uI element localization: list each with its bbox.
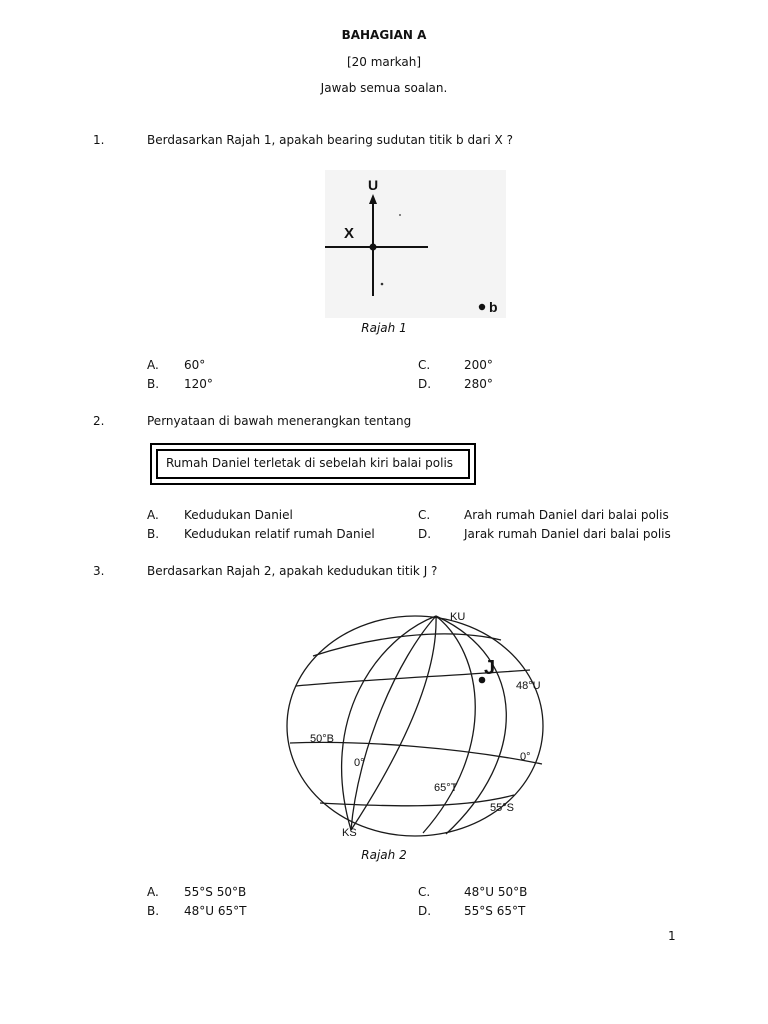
latitude-48n-label: 48°U [516, 680, 541, 692]
longitude-50w-line [351, 616, 436, 830]
longitude-65e-label: 65°T [434, 782, 458, 794]
option-b-text[interactable]: Kedudukan relatif rumah Daniel [184, 527, 375, 541]
section-title: BAHAGIAN A [341, 28, 427, 42]
statement-box-inner [156, 449, 470, 479]
option-letter: A. [147, 885, 159, 899]
prime-meridian-line [351, 616, 436, 830]
option-letter: D. [418, 377, 432, 391]
figure-rajah-1 [325, 170, 506, 318]
option-a-text[interactable]: 60° [184, 358, 206, 372]
option-letter: B. [147, 904, 160, 918]
prime-meridian-label: 0° [354, 757, 365, 769]
statement-text: Rumah Daniel terletak di sebelah kiri balai polis [166, 456, 454, 470]
equator-label: 0° [520, 751, 531, 763]
option-a-text[interactable]: Kedudukan Daniel [184, 508, 293, 522]
point-b-label: b [489, 299, 498, 315]
option-letter: D. [418, 527, 432, 541]
option-letter: B. [147, 377, 160, 391]
marks-label: [20 markah] [346, 55, 422, 69]
point-x-dot [370, 244, 377, 251]
option-letter: D. [418, 904, 432, 918]
latitude-55s-label: 55°S [490, 802, 514, 814]
option-letter: A. [147, 358, 159, 372]
option-a-text[interactable]: 55°S 50°B [184, 885, 247, 899]
question-number: 2. [93, 414, 105, 428]
question-number: 1. [93, 133, 105, 147]
figure-rajah-2 [268, 598, 558, 843]
question-text: Berdasarkan Rajah 2, apakah kedudukan titik J ? [147, 564, 438, 578]
point-j-label: J [484, 657, 496, 679]
page-number: 1 [668, 929, 676, 943]
latitude-55s-line [320, 795, 514, 806]
figure-caption: Rajah 2 [361, 848, 407, 862]
option-d-text[interactable]: 280° [464, 377, 493, 391]
north-label: U [368, 177, 379, 193]
point-b-dot [479, 304, 485, 310]
latitude-line [313, 634, 501, 656]
point-x-label: X [344, 225, 355, 242]
option-letter: C. [418, 508, 431, 522]
option-letter: B. [147, 527, 160, 541]
option-letter: C. [418, 358, 431, 372]
option-c-text[interactable]: 200° [464, 358, 493, 372]
figure-caption: Rajah 1 [361, 321, 407, 335]
option-c-text[interactable]: Arah rumah Daniel dari balai polis [464, 508, 669, 522]
option-letter: A. [147, 508, 159, 522]
question-text: Pernyataan di bawah menerangkan tentang [147, 414, 412, 428]
option-letter: C. [418, 885, 431, 899]
option-b-text[interactable]: 48°U 65°T [184, 904, 247, 918]
longitude-50w-label: 50°B [310, 733, 334, 745]
option-c-text[interactable]: 48°U 50°B [464, 885, 528, 899]
option-d-text[interactable]: 55°S 65°T [464, 904, 526, 918]
equator-line [290, 742, 542, 764]
option-d-text[interactable]: Jarak rumah Daniel dari balai polis [464, 527, 671, 541]
question-text: Berdasarkan Rajah 1, apakah bearing sudutan titik b dari X ? [147, 133, 513, 147]
north-pole-label: KU [450, 611, 466, 623]
question-number: 3. [93, 564, 105, 578]
instruction-text: Jawab semua soalan. [320, 81, 448, 95]
south-pole-label: KS [342, 827, 357, 839]
statement-box [150, 443, 476, 485]
longitude-65e-line [423, 616, 475, 833]
option-b-text[interactable]: 120° [184, 377, 213, 391]
